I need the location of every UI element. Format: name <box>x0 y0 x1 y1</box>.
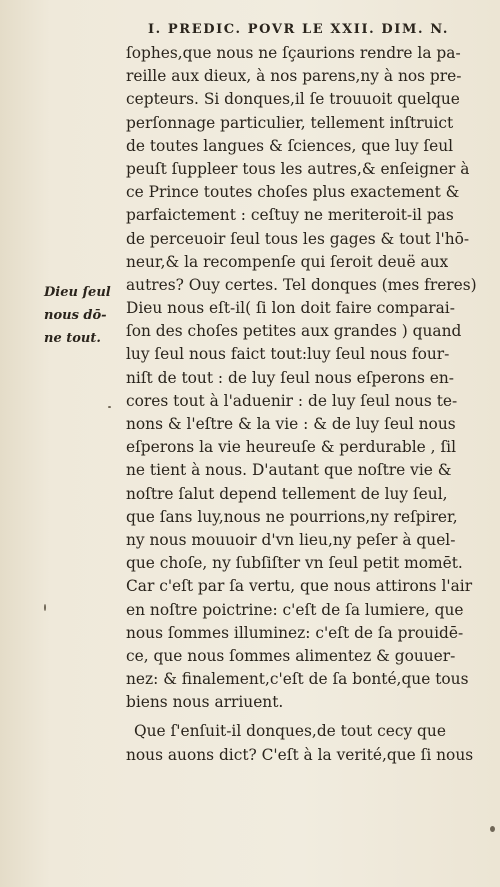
text-line: eſperons la vie heureuſe & perdurable , ſil <box>126 438 457 457</box>
text-line: nons & l'eſtre & la vie : & de luy ſeul nous <box>126 415 456 433</box>
text-line: de perceuoir ſeul tous les gages & tout l'hō- <box>126 229 470 248</box>
marginal-note-line: ne tout. <box>44 331 101 347</box>
text-line: ce, que nous ſommes alimentez & gouuer- <box>126 646 456 665</box>
text-line: cores tout à l'aduenir : de luy ſeul nous te- <box>126 391 458 410</box>
text-line: nez: & finalement,c'eſt de ſa bonté,que tous <box>126 670 469 689</box>
text-line: noſtre ſalut depend tellement de luy ſeul, <box>126 484 448 503</box>
text-line: biens nous arriuent. <box>126 693 284 712</box>
paragraph <box>126 42 491 714</box>
text-line: Car c'eſt par ſa vertu, que nous attirons l'air <box>126 577 473 596</box>
text-line: niſt de tout : de luy ſeul nous eſperons en- <box>126 368 454 387</box>
ink-speck <box>44 604 46 611</box>
body-text <box>126 42 491 767</box>
text-line: ne tient à nous. D'autant que noſtre vie & <box>126 461 452 480</box>
text-line: ſophes,que nous ne ſçaurions rendre la pa- <box>126 44 461 62</box>
marginal-note-line: nous dō- <box>44 308 107 324</box>
ink-speck <box>490 826 495 832</box>
text-line: que choſe, ny ſubſiſter vn ſeul petit momēt. <box>126 554 463 573</box>
text-line: Que ſ'enſuit-il donques,de tout cecy que <box>134 722 446 741</box>
text-line: que ſans luy,nous ne pourrions,ny reſpirer, <box>126 507 458 526</box>
paragraph <box>126 720 491 766</box>
text-line: ſon des choſes petites aux grandes ) quand <box>126 322 462 341</box>
marginal-note <box>44 281 124 351</box>
text-line: luy ſeul nous faict tout:luy ſeul nous four- <box>126 345 450 364</box>
running-head: I. PREDIC. POVR LE XXII. DIM. N. <box>148 22 449 37</box>
text-line: reille aux dieux, à nos parens,ny à nos pre- <box>126 67 462 86</box>
text-line: cepteurs. Si donques,il ſe trouuoit quelque <box>126 90 460 109</box>
text-line: de toutes langues & ſciences, que luy ſeul <box>126 136 454 155</box>
text-line: parfaictement : ceſtuy ne meriteroit-il pas <box>126 206 454 225</box>
text-line: perſonnage particulier, tellement inſtruict <box>126 113 454 132</box>
text-line: neur,& la recompenſe qui ſeroit deuë aux <box>126 252 449 271</box>
ink-speck <box>108 406 111 408</box>
text-line: nous auons dict? C'eſt à la verité,que ſi nous <box>126 745 474 764</box>
text-line: autres? Ouy certes. Tel donques (mes freres) <box>126 275 477 294</box>
text-line: Dieu nous eſt-il( ſi lon doit faire comparai- <box>126 299 455 318</box>
text-line: nous ſommes illuminez: c'eſt de ſa prouidē- <box>126 623 464 642</box>
marginal-note-line: Dieu ſeul <box>44 285 111 300</box>
text-line: ny nous mouuoir d'vn lieu,ny peſer à quel- <box>126 530 456 549</box>
text-line: peuſt ſuppleer tous les autres,& enſeigner à <box>126 159 470 178</box>
text-line: ce Prince toutes choſes plus exactement & <box>126 183 460 202</box>
text-line: en noſtre poictrine: c'eſt de ſa lumiere, que <box>126 600 464 619</box>
